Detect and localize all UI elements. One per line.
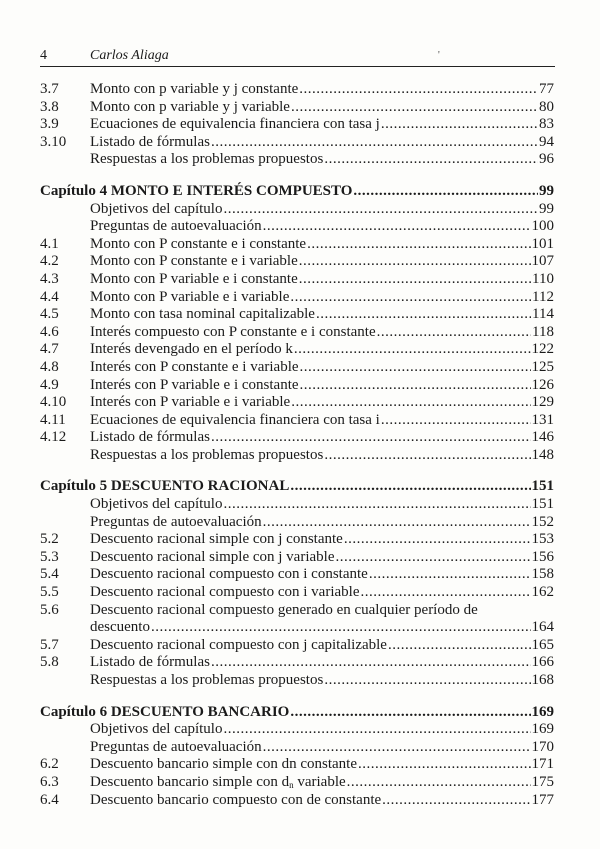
dot-leader: [324, 672, 530, 690]
toc-entry: [40, 602, 554, 620]
entry-title: Monto con P variable e i variable: [90, 288, 290, 305]
toc-entry: [40, 672, 554, 690]
subscript: n: [289, 779, 294, 790]
entry-number: 3.7: [40, 81, 59, 97]
entry-title: Descuento racional simple con j constante: [90, 531, 343, 548]
entry-title: Capítulo 6 DESCUENTO BANCARIO: [40, 703, 290, 720]
page-number-ref: 169: [531, 703, 554, 720]
dot-leader: [344, 531, 531, 549]
page-number-ref: 83: [539, 116, 554, 133]
page-number-ref: 99: [539, 182, 554, 199]
toc-entry: [40, 429, 554, 447]
page-number-ref: 168: [531, 672, 554, 688]
dot-leader: [263, 514, 531, 532]
toc-entry: [40, 377, 554, 395]
page-number-ref: 164: [531, 619, 554, 636]
entry-number: 4.6: [40, 323, 59, 340]
page-number-ref: 99: [539, 200, 554, 217]
toc-entry: [40, 514, 554, 532]
toc-entry: [40, 99, 554, 117]
toc-entry: [40, 359, 554, 377]
dot-leader: [377, 324, 531, 342]
entry-title: Listado de fórmulas: [90, 133, 210, 150]
page-number-ref: 177: [531, 791, 554, 808]
dot-leader: [211, 654, 531, 672]
entry-title: Descuento bancario simple con dn constante: [90, 756, 357, 773]
entry-title-text: Descuento bancario simple con d: [90, 773, 290, 790]
entry-number: 4.8: [40, 358, 59, 375]
page-number-ref: 77: [539, 81, 554, 97]
toc-entry: [40, 253, 554, 271]
toc-entry: [40, 306, 554, 324]
entry-title: Interés devengado en el período k: [90, 341, 293, 358]
entry-title: Interés con P variable e i variable: [90, 394, 291, 411]
entry-title: Descuento racional compuesto generado en cualquier período de: [90, 601, 478, 618]
toc-entry: [40, 218, 554, 236]
toc-entry: [40, 654, 554, 672]
toc-entry: [40, 151, 554, 169]
author-name: Carlos Aliaga: [90, 48, 169, 63]
entry-title: Objetivos del capítulo: [90, 496, 223, 513]
entry-title: Monto con P constante e i constante: [90, 235, 307, 252]
dot-leader: [299, 271, 531, 289]
page-number-ref: 162: [531, 584, 554, 601]
dot-leader: [336, 549, 531, 567]
entry-title: Interés compuesto con P constante e i constante: [90, 323, 376, 340]
dot-leader: [358, 756, 531, 774]
toc-entry: [40, 549, 554, 567]
entry-title: Interés con P constante e i variable: [90, 358, 299, 375]
toc-entry: [40, 324, 554, 342]
toc-entry: [40, 584, 554, 602]
toc-entry: [40, 341, 554, 359]
chapter-heading: [40, 183, 554, 201]
dot-leader: [291, 394, 530, 412]
page-number: 4: [40, 48, 47, 63]
chapter-heading: [40, 704, 554, 722]
page-number-ref: 156: [531, 548, 554, 565]
dot-leader: [324, 447, 530, 465]
toc-section: [40, 81, 554, 169]
page-number-ref: 170: [531, 738, 554, 755]
entry-title: Objetivos del capítulo: [90, 200, 223, 217]
entry-title: Objetivos del capítulo: [90, 721, 223, 738]
entry-number: 3.10: [40, 133, 67, 150]
toc-entry: [40, 236, 554, 254]
dot-leader: [223, 496, 530, 514]
toc-entry: [40, 201, 554, 219]
page-number-ref: 153: [531, 531, 554, 548]
toc-entry: [40, 116, 554, 134]
chapter-heading: [40, 478, 554, 496]
page-number-ref: 151: [531, 478, 554, 495]
dot-leader: [300, 359, 531, 377]
entry-number: 5.2: [40, 531, 59, 548]
entry-number: 3.9: [40, 116, 59, 133]
toc-entry-continuation: [40, 619, 554, 637]
toc-entry: [40, 774, 554, 792]
entry-title: Monto con P constante e i variable: [90, 253, 298, 270]
entry-number: 5.5: [40, 584, 59, 601]
entry-number: 4.10: [40, 394, 67, 411]
page-number-ref: 152: [531, 513, 554, 530]
running-header: [40, 48, 555, 67]
page-number-ref: 131: [531, 411, 554, 428]
entry-number: 4.9: [40, 376, 59, 393]
dot-leader: [316, 306, 531, 324]
toc-entry: [40, 412, 554, 430]
page-number-ref: 125: [531, 358, 554, 375]
page-number-ref: 175: [531, 773, 554, 790]
dot-leader: [307, 236, 530, 254]
entry-title: Monto con tasa nominal capitalizable: [90, 306, 315, 323]
entry-number: 4.12: [40, 429, 67, 446]
dot-leader: [291, 99, 538, 117]
entry-number: 3.8: [40, 98, 59, 115]
dot-leader: [211, 429, 531, 447]
entry-title: Capítulo 4 MONTO E INTERÉS COMPUESTO: [40, 182, 353, 199]
dot-leader: [381, 412, 531, 430]
entry-number: 6.4: [40, 791, 59, 808]
entry-title: descuento: [90, 619, 150, 636]
dot-leader: [263, 218, 531, 236]
toc-entry: [40, 637, 554, 655]
entry-title: Respuestas a los problemas propuestos: [90, 672, 324, 688]
dot-leader: [290, 704, 530, 722]
dot-leader: [223, 721, 530, 739]
entry-title: Respuestas a los problemas propuestos: [90, 151, 324, 168]
entry-title: Monto con p variable y j variable: [90, 98, 290, 115]
dot-leader: [382, 792, 530, 810]
page-number-ref: 151: [531, 496, 554, 513]
stray-mark: ': [438, 50, 440, 61]
page-number-ref: 158: [531, 566, 554, 583]
toc-entry: [40, 134, 554, 152]
toc-entry: [40, 81, 554, 99]
entry-title: [90, 774, 346, 792]
entry-number: 6.3: [40, 773, 59, 790]
dot-leader: [211, 134, 538, 152]
entry-title-text: variable: [293, 773, 346, 790]
page-number-ref: 101: [531, 235, 554, 252]
dot-leader: [299, 81, 538, 99]
toc-entry: [40, 289, 554, 307]
toc-entry: [40, 271, 554, 289]
page-number-ref: 129: [531, 394, 554, 411]
page-number-ref: 114: [532, 306, 554, 323]
entry-title: Descuento racional compuesto con i constante: [90, 566, 368, 583]
page-number-ref: 166: [531, 654, 554, 671]
entry-number: 4.11: [40, 411, 66, 428]
entry-title: Descuento racional compuesto con j capitalizable: [90, 636, 387, 653]
entry-title: Preguntas de autoevaluación: [90, 218, 262, 235]
dot-leader: [300, 377, 531, 395]
entry-title: Ecuaciones de equivalencia financiera con tasa j: [90, 116, 380, 133]
entry-number: 4.4: [40, 288, 59, 305]
dot-leader: [223, 201, 538, 219]
page-number-ref: 110: [532, 270, 554, 287]
page-number-ref: 112: [532, 288, 554, 305]
toc-section: [40, 478, 554, 689]
entry-title: Preguntas de autoevaluación: [90, 513, 262, 530]
page-number-ref: 80: [539, 98, 554, 115]
page-number-ref: 94: [539, 133, 554, 150]
entry-title: Descuento bancario compuesto con de constante: [90, 791, 382, 808]
page-number-ref: 118: [532, 323, 554, 340]
page-number-ref: 146: [531, 429, 554, 446]
toc-entry: [40, 566, 554, 584]
entry-title: Descuento racional simple con j variable: [90, 548, 335, 565]
toc-entry: [40, 756, 554, 774]
toc-entry: [40, 496, 554, 514]
entry-title: Ecuaciones de equivalencia financiera con tasa i: [90, 411, 380, 428]
page-number-ref: 165: [531, 636, 554, 653]
entry-number: 4.7: [40, 341, 59, 358]
page-number-ref: 107: [531, 253, 554, 270]
entry-number: 5.8: [40, 654, 59, 671]
entry-number: 4.2: [40, 253, 59, 270]
page-number-ref: 169: [531, 721, 554, 738]
dot-leader: [263, 739, 531, 757]
dot-leader: [290, 289, 531, 307]
toc-entry: [40, 394, 554, 412]
toc-section: [40, 183, 554, 465]
toc-entry: [40, 447, 554, 465]
toc-entry: [40, 739, 554, 757]
dot-leader: [353, 183, 538, 201]
page-number-ref: 148: [531, 446, 554, 463]
entry-title: Capítulo 5 DESCUENTO RACIONAL: [40, 478, 290, 495]
entry-number: 6.2: [40, 756, 59, 773]
dot-leader: [294, 341, 531, 359]
toc-entry: [40, 531, 554, 549]
entry-number: 5.7: [40, 636, 59, 653]
entry-title: Listado de fórmulas: [90, 654, 210, 671]
entry-title: Interés con P variable e i constante: [90, 376, 299, 393]
entry-title: Preguntas de autoevaluación: [90, 738, 262, 755]
dot-leader: [347, 774, 531, 792]
entry-title: Descuento racional compuesto con i variable: [90, 584, 360, 601]
page-number-ref: 96: [539, 151, 554, 168]
dot-leader: [324, 151, 538, 169]
dot-leader: [290, 478, 530, 496]
dot-leader: [360, 584, 530, 602]
dot-leader: [299, 253, 531, 271]
dot-leader: [369, 566, 531, 584]
page-number-ref: 100: [531, 218, 554, 235]
page-number-ref: 122: [531, 341, 554, 358]
entry-number: 4.5: [40, 306, 59, 323]
entry-title: Respuestas a los problemas propuestos: [90, 446, 324, 463]
entry-title: Listado de fórmulas: [90, 429, 210, 446]
table-of-contents: [40, 81, 554, 823]
entry-number: 5.6: [40, 601, 59, 618]
page-number-ref: 126: [531, 376, 554, 393]
page-number-ref: 171: [531, 756, 554, 773]
entry-number: 4.1: [40, 235, 59, 252]
entry-title: Monto con P variable e i constante: [90, 270, 298, 287]
dot-leader: [388, 637, 531, 655]
toc-entry: [40, 721, 554, 739]
toc-section: [40, 704, 554, 810]
entry-number: 4.3: [40, 270, 59, 287]
entry-number: 5.3: [40, 548, 59, 565]
toc-entry: [40, 792, 554, 810]
entry-title: Monto con p variable y j constante: [90, 81, 299, 97]
dot-leader: [381, 116, 538, 134]
dot-leader: [151, 619, 531, 637]
entry-number: 5.4: [40, 566, 59, 583]
